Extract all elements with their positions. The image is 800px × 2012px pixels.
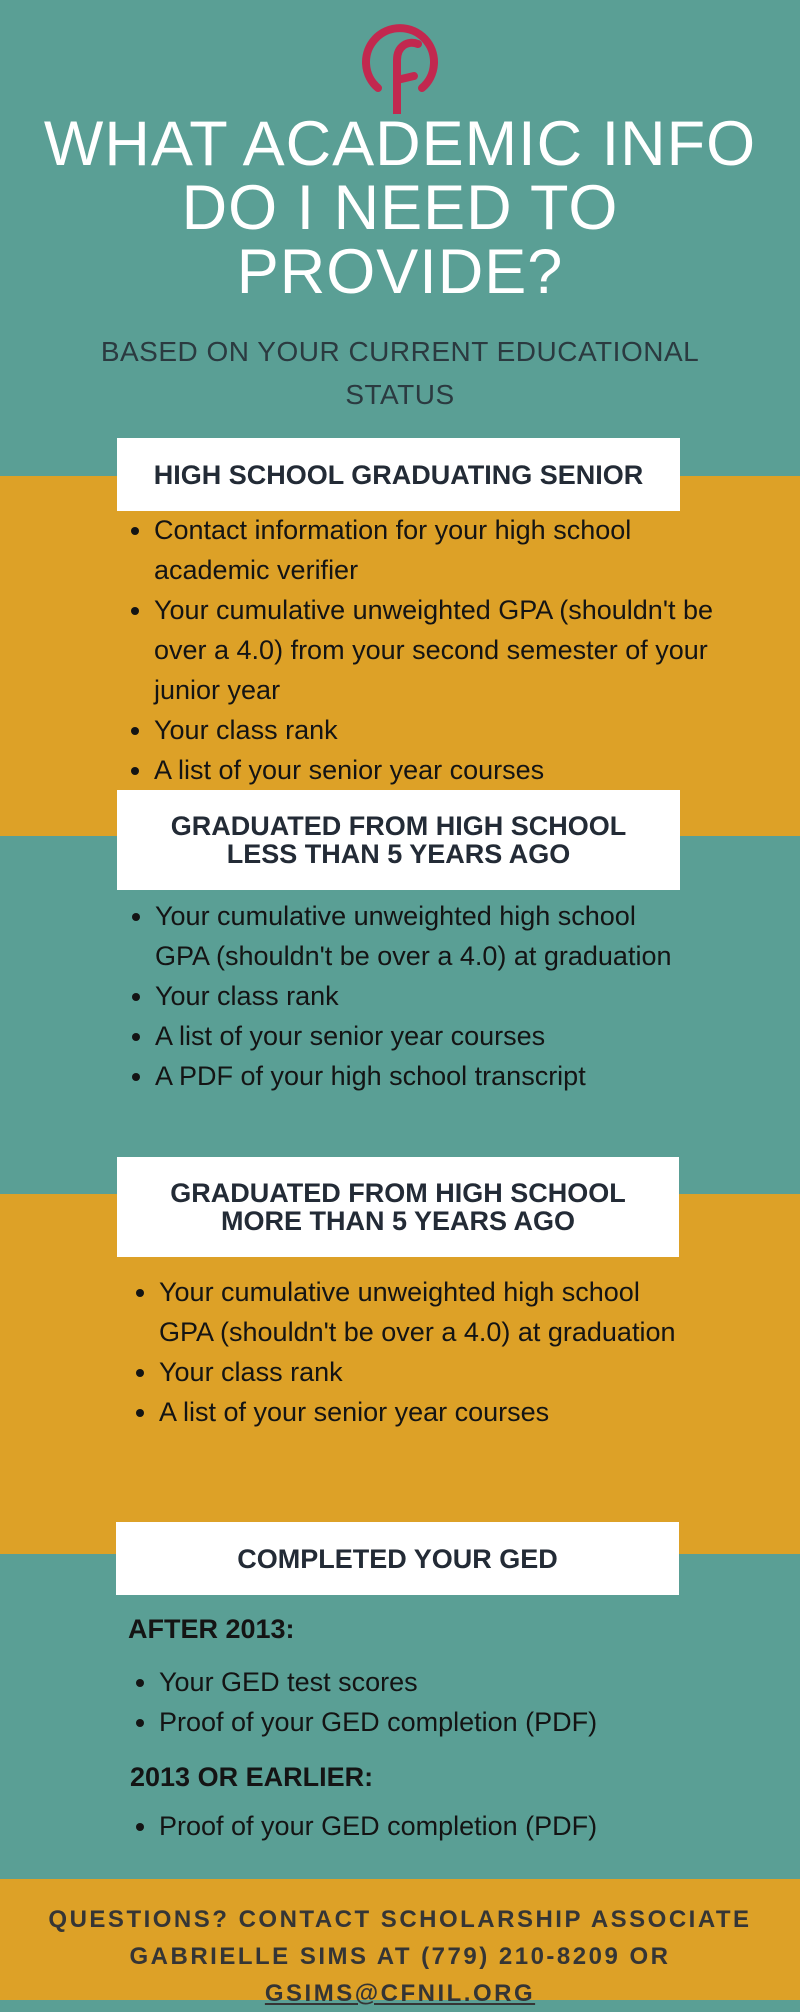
list-ged-2013-or-earlier	[129, 1806, 719, 1846]
list-item: • Your cumulative unweighted high school GPA (shouldn't be over a 4.0) at graduation	[155, 896, 675, 976]
footer-line-1: QUESTIONS? CONTACT SCHOLARSHIP ASSOCIATE	[48, 1906, 752, 1933]
list-item: • Proof of your GED completion (PDF)	[159, 1806, 719, 1846]
section-heading-ged: COMPLETED YOUR GED	[116, 1522, 679, 1595]
section-heading-graduating-senior: HIGH SCHOOL GRADUATING SENIOR	[117, 438, 680, 511]
list-item: • A list of your senior year courses	[154, 750, 714, 790]
list-item: • Your class rank	[159, 1352, 679, 1392]
list-ged-after-2013	[129, 1662, 719, 1742]
list-item: • Your cumulative unweighted GPA (shouldn't be over a 4.0) from your second semester of your junior year	[154, 590, 714, 710]
footer-line-2	[0, 1938, 800, 2012]
list-item: • Your cumulative unweighted high school GPA (shouldn't be over a 4.0) at graduation	[159, 1272, 679, 1352]
list-item: • Your class rank	[155, 976, 675, 1016]
ged-after-2013-label: AFTER 2013:	[128, 1614, 295, 1644]
page-title: WHAT ACADEMIC INFO DO I NEED TO PROVIDE?	[43, 109, 757, 307]
list-less-than-5-years	[125, 896, 675, 1096]
contact-email-link[interactable]: GSIMS@CFNIL.ORG	[264, 1980, 536, 2007]
cfnil-leaf-logo-icon	[356, 20, 438, 114]
list-item: • Proof of your GED completion (PDF)	[159, 1702, 719, 1742]
list-item: • Your class rank	[154, 710, 714, 750]
page-subtitle: BASED ON YOUR CURRENT EDUCATIONAL STATUS	[100, 336, 700, 410]
footer-contact-text: GABRIELLE SIMS AT (779) 210-8209 OR	[129, 1943, 671, 1970]
list-more-than-5-years	[129, 1272, 679, 1432]
list-item: • A list of your senior year courses	[159, 1392, 679, 1432]
section-heading-less-than-5-years: GRADUATED FROM HIGH SCHOOL LESS THAN 5 YEARS AGO	[117, 790, 680, 890]
list-item: • A PDF of your high school transcript	[155, 1056, 675, 1096]
contact-footer	[0, 1879, 800, 2007]
list-item: • Your GED test scores	[159, 1662, 719, 1702]
list-item: • Contact information for your high school academic verifier	[154, 510, 714, 590]
list-graduating-senior	[124, 510, 714, 790]
ged-2013-or-earlier-label: 2013 OR EARLIER:	[130, 1762, 374, 1792]
section-heading-more-than-5-years: GRADUATED FROM HIGH SCHOOL MORE THAN 5 YEARS AGO	[117, 1157, 679, 1257]
list-item: • A list of your senior year courses	[155, 1016, 675, 1056]
